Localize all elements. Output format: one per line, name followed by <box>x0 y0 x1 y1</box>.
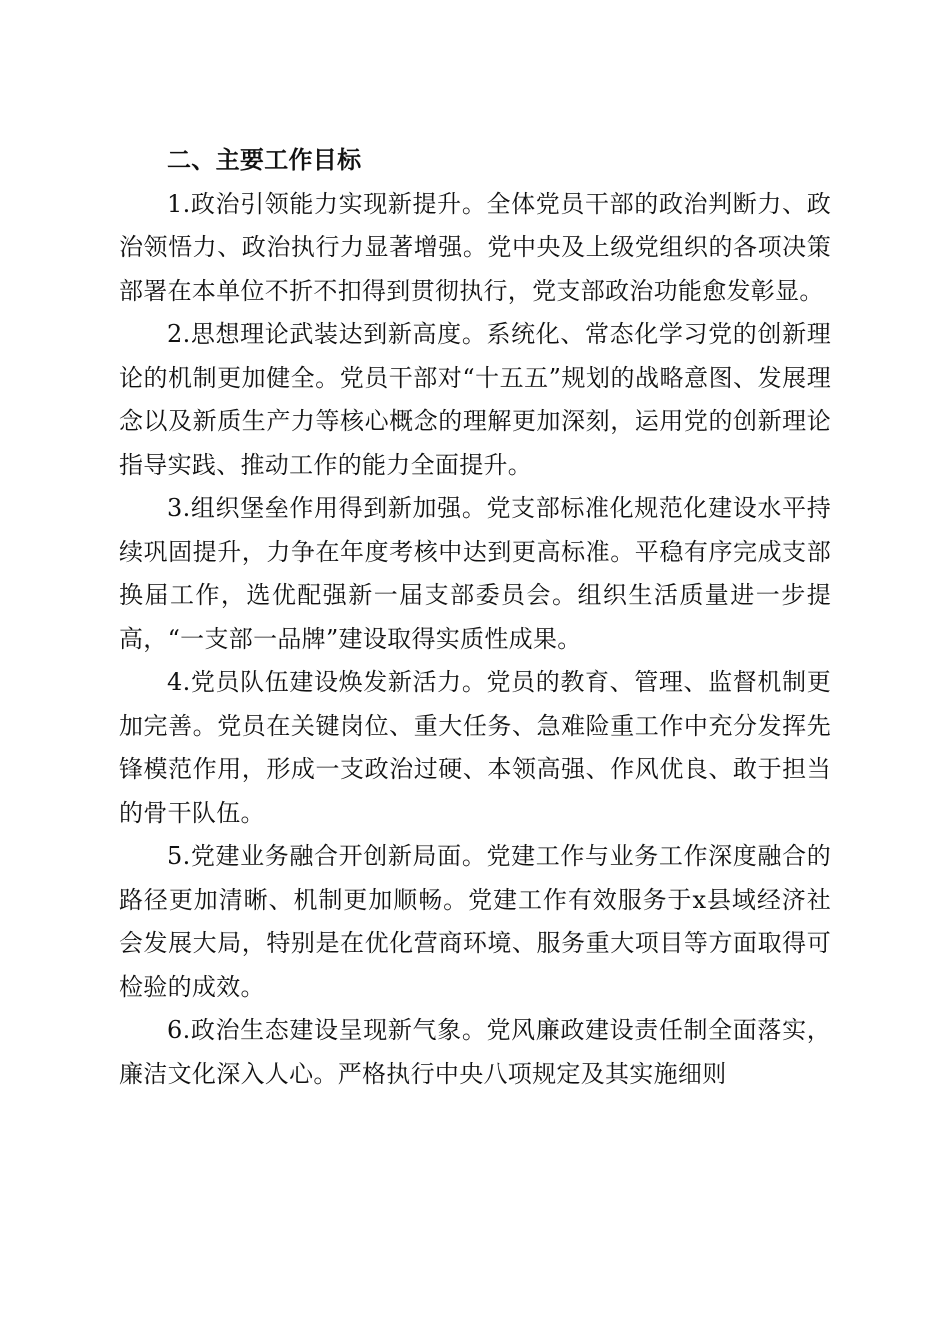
paragraph-goal-4: 4.党员队伍建设焕发新活力。党员的教育、管理、监督机制更加完善。党员在关键岗位、重大任务、急难险重工作中充分发挥先锋模范作用，形成一支政治过硬、本领高强、作风优良、敢于担当的骨干队伍。 <box>119 668 831 827</box>
paragraph-goal-6: 6.政治生态建设呈现新气象。党风廉政建设责任制全面落实，廉洁文化深入人心。严格执行中央八项规定及其实施细则 <box>119 1016 831 1088</box>
paragraph-goal-2: 2.思想理论武装达到新高度。系统化、常态化学习党的创新理论的机制更加健全。党员干部对“十五五”规划的战略意图、发展理念以及新质生产力等核心概念的理解更加深刻，运用党的创新理论指导实践、推动工作的能力全面提升。 <box>119 320 831 479</box>
document-body <box>119 139 831 1096</box>
paragraph-goal-1: 1.政治引领能力实现新提升。全体党员干部的政治判断力、政治领悟力、政治执行力显著增强。党中央及上级党组织的各项决策部署在本单位不折不扣得到贯彻执行，党支部政治功能愈发彰显。 <box>119 189 831 305</box>
paragraph-goal-3: 3.组织堡垒作用得到新加强。党支部标准化规范化建设水平持续巩固提升，力争在年度考核中达到更高标准。平稳有序完成支部换届工作，选优配强新一届支部委员会。组织生活质量进一步提高，“一支部一品牌”建设取得实质性成果。 <box>119 494 831 653</box>
paragraph-goal-5: 5.党建业务融合开创新局面。党建工作与业务工作深度融合的路径更加清晰、机制更加顺畅。党建工作有效服务于x县域经济社会发展大局，特别是在优化营商环境、服务重大项目等方面取得可检验的成效。 <box>119 842 831 1001</box>
section-heading: 二、主要工作目标 <box>167 146 362 174</box>
